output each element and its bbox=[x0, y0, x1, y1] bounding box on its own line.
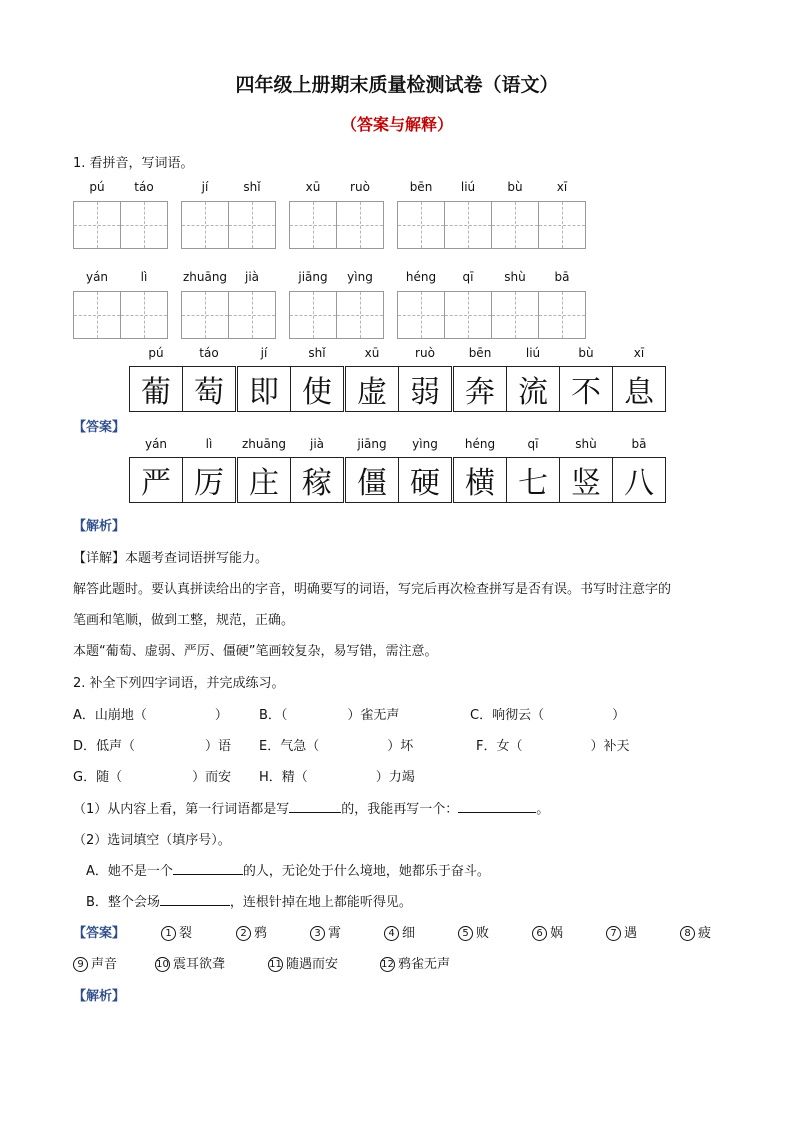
answer-item bbox=[458, 922, 489, 941]
answer-cell bbox=[453, 366, 507, 412]
word-group bbox=[181, 270, 276, 339]
writing-cell[interactable] bbox=[289, 201, 337, 249]
answer-char: 虚 bbox=[357, 375, 387, 410]
answer-cell bbox=[612, 366, 666, 412]
answer-number: 12 bbox=[381, 959, 394, 970]
answer-number: 9 bbox=[73, 957, 88, 972]
answer-cell bbox=[453, 457, 507, 503]
pinyin: yán bbox=[144, 437, 168, 451]
answer-number: 7 bbox=[606, 926, 621, 941]
pinyin: liú bbox=[525, 346, 541, 360]
pinyin: héng bbox=[405, 270, 437, 284]
answer-text: 疲 bbox=[698, 926, 712, 941]
answer-text: 细 bbox=[402, 926, 416, 941]
pinyin: pú bbox=[89, 180, 105, 194]
answer-cell bbox=[129, 366, 183, 412]
q2-sub2b: B．整个会场 ，连根针掉在地上都能听得见。 bbox=[86, 895, 412, 910]
writing-cell[interactable] bbox=[397, 201, 445, 249]
answer-char: 不 bbox=[571, 375, 601, 410]
pinyin: shǐ bbox=[308, 346, 326, 360]
answer-cell bbox=[129, 457, 183, 503]
answer-number: 1 bbox=[161, 926, 176, 941]
pinyin: yìng bbox=[412, 437, 438, 451]
answer-char: 七 bbox=[518, 466, 548, 501]
answer-text: 遇 bbox=[624, 926, 638, 941]
pinyin: qī bbox=[462, 270, 474, 284]
word-group bbox=[453, 437, 666, 503]
writing-cell[interactable] bbox=[181, 201, 229, 249]
pinyin: shǐ bbox=[243, 180, 261, 194]
pinyin: jí bbox=[201, 180, 209, 194]
answer-item bbox=[161, 922, 192, 941]
answer-text: 霄 bbox=[328, 926, 342, 941]
writing-cell[interactable] bbox=[336, 201, 384, 249]
answer-char: 僵 bbox=[357, 466, 387, 501]
writing-cell[interactable] bbox=[444, 291, 492, 339]
answer-cell bbox=[237, 366, 291, 412]
pinyin: lì bbox=[205, 437, 213, 451]
pinyin: jià bbox=[309, 437, 325, 451]
pinyin: yìng bbox=[347, 270, 373, 284]
word-group bbox=[73, 180, 168, 249]
writing-cell[interactable] bbox=[336, 291, 384, 339]
answer-item bbox=[310, 922, 341, 941]
answer-item bbox=[380, 953, 450, 972]
word-group bbox=[397, 270, 586, 339]
pinyin: xū bbox=[364, 346, 380, 360]
answer-number: 4 bbox=[384, 926, 399, 941]
answer-char: 庄 bbox=[249, 466, 279, 501]
q1-explain-2: 笔画和笔顺，做到工整，规范，正确。 bbox=[73, 613, 295, 628]
writing-cell[interactable] bbox=[397, 291, 445, 339]
pinyin: pú bbox=[148, 346, 164, 360]
answer-cell bbox=[506, 457, 560, 503]
pinyin: zhuāng bbox=[241, 437, 287, 451]
answer-cell bbox=[182, 457, 236, 503]
answer-number: 8 bbox=[680, 926, 695, 941]
answer-cell bbox=[290, 366, 344, 412]
writing-cell[interactable] bbox=[120, 201, 168, 249]
word-group bbox=[289, 270, 384, 339]
answer-item bbox=[268, 953, 338, 972]
pinyin: liú bbox=[460, 180, 476, 194]
q2-option-e: E．气急（ ）坏 bbox=[259, 739, 414, 754]
q2-analysis-tag: 【解析】 bbox=[73, 989, 126, 1004]
word-group bbox=[397, 180, 586, 249]
answer-text: 鸦 bbox=[254, 926, 268, 941]
word-group bbox=[453, 346, 666, 412]
answer-text: 声音 bbox=[91, 957, 118, 972]
writing-cell[interactable] bbox=[491, 291, 539, 339]
pinyin: bā bbox=[554, 270, 570, 284]
answer-text: 败 bbox=[476, 926, 490, 941]
word-group bbox=[289, 180, 384, 249]
answer-char: 横 bbox=[465, 466, 495, 501]
answer-cell bbox=[345, 366, 399, 412]
answer-cell bbox=[559, 457, 613, 503]
answer-text: 裂 bbox=[179, 926, 193, 941]
answer-char: 八 bbox=[624, 466, 654, 501]
answer-cell bbox=[612, 457, 666, 503]
pinyin: bù bbox=[507, 180, 523, 194]
word-group bbox=[129, 346, 236, 412]
answer-char: 弱 bbox=[410, 375, 440, 410]
answer-cell bbox=[182, 366, 236, 412]
writing-cell[interactable] bbox=[73, 201, 121, 249]
pinyin: xī bbox=[556, 180, 568, 194]
pinyin: jiāng bbox=[298, 270, 328, 284]
answer-item bbox=[236, 922, 267, 941]
answer-char: 即 bbox=[249, 375, 279, 410]
pinyin: bēn bbox=[468, 346, 492, 360]
q2-sub2: （2）选词填空（填序号）。 bbox=[73, 833, 231, 848]
page-title: 四年级上册期末质量检测试卷（语文） bbox=[235, 74, 559, 96]
writing-cell[interactable] bbox=[181, 291, 229, 339]
pinyin: zhuāng bbox=[182, 270, 228, 284]
q1-detail: 【详解】本题考查词语拼写能力。 bbox=[73, 551, 269, 566]
writing-cell[interactable] bbox=[228, 291, 276, 339]
answer-char: 流 bbox=[518, 375, 548, 410]
answer-item bbox=[73, 953, 117, 972]
answer-text: 鸦雀无声 bbox=[398, 957, 451, 972]
word-group bbox=[181, 180, 276, 249]
answer-number: 3 bbox=[310, 926, 325, 941]
q2-answer-tag: 【答案】 bbox=[73, 926, 126, 941]
word-group bbox=[237, 346, 344, 412]
answer-item bbox=[680, 922, 711, 941]
word-group bbox=[345, 437, 452, 503]
pinyin: jià bbox=[244, 270, 260, 284]
pinyin: bēn bbox=[409, 180, 433, 194]
answer-char: 严 bbox=[141, 466, 171, 501]
q2-sub1: （1）从内容上看，第一行词语都是写 的，我能再写一个： 。 bbox=[73, 802, 550, 817]
pinyin: táo bbox=[134, 180, 154, 194]
pinyin: shù bbox=[575, 437, 597, 451]
answer-char: 稼 bbox=[302, 466, 332, 501]
q1-explain-3: 本题“葡萄、虚弱、严厉、僵硬”笔画较复杂，易写错，需注意。 bbox=[73, 644, 438, 659]
answer-cell bbox=[559, 366, 613, 412]
q1-prompt: 1. 看拼音，写词语。 bbox=[73, 156, 194, 171]
q2-option-a: A．山崩地（ ） bbox=[73, 708, 228, 723]
page-subtitle: （答案与解释） bbox=[340, 115, 453, 134]
pinyin: xī bbox=[633, 346, 645, 360]
pinyin: ruò bbox=[350, 180, 370, 194]
writing-cell[interactable] bbox=[73, 291, 121, 339]
pinyin: bā bbox=[631, 437, 647, 451]
pinyin: táo bbox=[199, 346, 219, 360]
writing-cell[interactable] bbox=[491, 201, 539, 249]
answer-number: 6 bbox=[532, 926, 547, 941]
answer-char: 息 bbox=[624, 375, 654, 410]
word-group bbox=[345, 346, 452, 412]
q1-explain-1: 解答此题时。要认真拼读给出的字音，明确要写的词语，写完后再次检查拼写是否有误。书写时注意字的 bbox=[73, 582, 672, 597]
pinyin: ruò bbox=[415, 346, 435, 360]
q2-option-c: C．响彻云（ ） bbox=[470, 708, 626, 723]
writing-cell[interactable] bbox=[538, 291, 586, 339]
pinyin: bù bbox=[578, 346, 594, 360]
pinyin: shù bbox=[504, 270, 526, 284]
answer-number: 10 bbox=[156, 959, 169, 970]
word-group bbox=[237, 437, 344, 503]
q2-sub2a: A．她不是一个 的人，无论处于什么境地，她都乐于奋斗。 bbox=[86, 864, 490, 879]
answer-char: 使 bbox=[302, 375, 332, 410]
answer-char: 硬 bbox=[410, 466, 440, 501]
q2-option-b: B．（ ）雀无声 bbox=[259, 708, 400, 723]
q2-prompt: 2. 补全下列四字词语，并完成练习。 bbox=[73, 676, 285, 691]
pinyin: lì bbox=[140, 270, 148, 284]
word-group bbox=[129, 437, 236, 503]
answer-cell bbox=[398, 457, 452, 503]
answer-cell bbox=[398, 366, 452, 412]
pinyin: qī bbox=[527, 437, 539, 451]
answer-char: 奔 bbox=[465, 375, 495, 410]
answer-char: 葡 bbox=[141, 375, 171, 410]
q2-option-g: G．随（ ）而安 bbox=[73, 770, 232, 785]
answer-cell bbox=[237, 457, 291, 503]
answer-char: 萄 bbox=[194, 375, 224, 410]
answer-text: 娲 bbox=[550, 926, 564, 941]
writing-cell[interactable] bbox=[538, 201, 586, 249]
pinyin: jiāng bbox=[357, 437, 387, 451]
answer-item bbox=[155, 953, 225, 972]
q2-option-h: H．精（ ）力竭 bbox=[259, 770, 415, 785]
writing-cell[interactable] bbox=[120, 291, 168, 339]
pinyin: jí bbox=[260, 346, 268, 360]
pinyin: héng bbox=[464, 437, 496, 451]
q2-option-f: F．女（ ）补天 bbox=[476, 739, 630, 754]
q1-analysis-tag: 【解析】 bbox=[73, 519, 126, 534]
answer-cell bbox=[345, 457, 399, 503]
answer-number: 11 bbox=[269, 959, 282, 970]
answer-cell bbox=[506, 366, 560, 412]
writing-cell[interactable] bbox=[228, 201, 276, 249]
answer-item bbox=[606, 922, 637, 941]
answer-char: 竖 bbox=[571, 466, 601, 501]
answer-number: 5 bbox=[458, 926, 473, 941]
answer-cell bbox=[290, 457, 344, 503]
pinyin: yán bbox=[85, 270, 109, 284]
answer-item bbox=[384, 922, 415, 941]
q1-answer-tag: 【答案】 bbox=[73, 420, 126, 435]
answer-text: 震耳欲聋 bbox=[173, 957, 226, 972]
writing-cell[interactable] bbox=[289, 291, 337, 339]
word-group bbox=[73, 270, 168, 339]
pinyin: xū bbox=[305, 180, 321, 194]
answer-item bbox=[532, 922, 563, 941]
q2-option-d: D．低声（ ）语 bbox=[73, 739, 232, 754]
writing-cell[interactable] bbox=[444, 201, 492, 249]
answer-char: 厉 bbox=[194, 466, 224, 501]
answer-text: 随遇而安 bbox=[286, 957, 339, 972]
answer-number: 2 bbox=[236, 926, 251, 941]
